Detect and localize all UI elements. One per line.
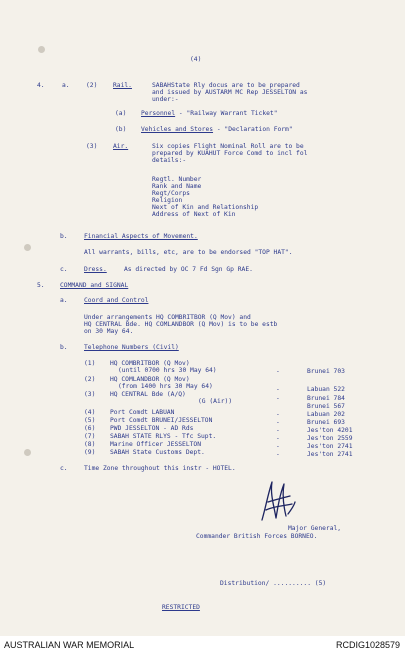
dress-text: As directed by OC 7 Fd Sgn Gp RAE. <box>124 266 253 273</box>
tel-index: (1) <box>84 360 96 367</box>
air-text-3: details:- <box>152 157 187 164</box>
tel-dash: - <box>276 419 280 426</box>
tel-number: Jes'ton 2741 <box>307 451 353 458</box>
classification-marking: RESTRICTED <box>162 604 200 611</box>
tel-index: (8) <box>84 441 96 448</box>
rail-text-2: and issued by AUSTARM MC Rep JESSELTON as <box>152 89 308 96</box>
rail-text-1: SABAHState Rly docus are to be prepared <box>152 82 300 89</box>
tel-dash: - <box>276 443 280 450</box>
detail-item: Religion <box>152 197 183 204</box>
tel-dash: - <box>276 435 280 442</box>
section-5b-label: b. <box>60 344 68 351</box>
coord-text-3: on 30 May 64. <box>84 328 134 335</box>
tel-number: Labuan 522 <box>307 386 345 393</box>
section-4a-label: a. <box>62 82 70 89</box>
section-5c-label: c. <box>60 465 68 472</box>
air-heading: Air. <box>113 143 129 150</box>
rail-heading: Rail. <box>113 82 132 89</box>
tel-dash: - <box>276 395 280 402</box>
tel-name-note: (G (Air)) <box>198 398 233 405</box>
tel-name: HQ CENTRAL Bde (A/Q) <box>110 391 186 398</box>
tel-dash: - <box>276 386 280 393</box>
vehicles-line: Vehicles and Stores - "Declaration Form" <box>141 126 293 133</box>
archive-name: AUSTRALIAN WAR MEMORIAL <box>4 640 135 650</box>
punch-hole <box>24 244 31 251</box>
archive-footer <box>0 636 405 654</box>
time-zone-text: Time Zone throughout this instr - HOTEL. <box>84 465 236 472</box>
tel-name: SABAH STATE RLYS - Tfc Supt. <box>110 433 217 440</box>
tel-name: Port Comdt LABUAN <box>110 409 175 416</box>
tel-name-note: (from 1400 hrs 30 May 64) <box>118 383 213 390</box>
tel-dash: - <box>276 411 280 418</box>
punch-hole <box>24 449 31 456</box>
personnel-line: Personnel - "Railway Warrant Ticket" <box>141 110 278 117</box>
tel-index: (2) <box>84 376 96 383</box>
tel-number: Brunei 784 <box>307 395 345 402</box>
sub-a-label: (a) <box>115 110 127 117</box>
tel-dash: - <box>276 368 280 375</box>
tel-name: Port Comdt BRUNEI/JESSELTON <box>110 417 213 424</box>
tel-index: (5) <box>84 417 96 424</box>
tel-number: Jes'ton 2559 <box>307 435 353 442</box>
tel-name: HQ COMLANDBOR (Q Mov) <box>110 376 190 383</box>
distribution-line: Distribution/ .......... (5) <box>220 580 327 587</box>
detail-item: Regt/Corps <box>152 190 190 197</box>
detail-item: Regtl. Number <box>152 176 202 183</box>
coord-heading: Coord and Control <box>84 297 149 304</box>
punch-hole <box>38 46 45 53</box>
air-text-1: Six copies Flight Nominal Roll are to be <box>152 143 304 150</box>
page-number: (4) <box>190 56 202 63</box>
rail-text-3: under:- <box>152 96 179 103</box>
section-5-number: 5. <box>37 282 45 289</box>
signature-title: Commander British Forces BORNEO. <box>196 533 318 540</box>
tel-index: (4) <box>84 409 96 416</box>
tel-name-note: (until 0700 hrs 30 May 64) <box>118 367 217 374</box>
telephone-heading: Telephone Numbers (Civil) <box>84 344 179 351</box>
detail-item: Rank and Name <box>152 183 202 190</box>
tel-name: Marine Officer JESSELTON <box>110 441 201 448</box>
tel-number: Brunei 703 <box>307 368 345 375</box>
command-signal-heading: COMMAND and SIGNAL <box>60 282 129 289</box>
signature-rank: Major General, <box>288 525 342 532</box>
tel-index: (7) <box>84 433 96 440</box>
tel-index: (9) <box>84 449 96 456</box>
section-4c-label: c. <box>60 266 68 273</box>
section-4b-label: b. <box>60 233 68 240</box>
sub-b-label: (b) <box>115 126 127 133</box>
handwritten-signature <box>258 476 298 526</box>
dress-heading: Dress. <box>84 266 107 273</box>
section-4-number: 4. <box>37 82 45 89</box>
tel-index: (3) <box>84 391 96 398</box>
tel-number: Jes'ton 4201 <box>307 427 353 434</box>
section-5a-label: a. <box>60 297 68 304</box>
tel-dash: - <box>276 427 280 434</box>
financial-text: All warrants, bills, etc, are to be endorsed "TOP HAT". <box>84 249 293 256</box>
tel-number: Labuan 202 <box>307 411 345 418</box>
tel-name: HQ COMBRITBOR (Q Mov) <box>110 360 190 367</box>
financial-heading: Financial Aspects of Movement. <box>84 233 198 240</box>
tel-name: PWD JESSELTON - AD Rds <box>110 425 194 432</box>
air-text-2: prepared by KUAHUT Force Comd to incl fol <box>152 150 308 157</box>
tel-index: (6) <box>84 425 96 432</box>
item-2-label: (2) <box>86 82 98 89</box>
tel-number: Brunei 567 <box>307 403 345 410</box>
tel-number: Jes'ton 2741 <box>307 443 353 450</box>
tel-name: SABAH State Customs Dept. <box>110 449 205 456</box>
detail-item: Address of Next of Kin <box>152 211 236 218</box>
tel-dash: - <box>276 451 280 458</box>
detail-item: Next of Kin and Relationship <box>152 204 259 211</box>
item-3-label: (3) <box>86 143 98 150</box>
tel-number: Brunei 693 <box>307 419 345 426</box>
archive-reference: RCDIG1028579 <box>335 640 400 650</box>
coord-text-2: HQ CENTRAL Bde. HQ COMLANDBOR (Q Mov) is to be estb <box>84 321 278 328</box>
coord-text-1: Under arrangements HQ COMBRITBOR (Q Mov) and <box>84 314 251 321</box>
